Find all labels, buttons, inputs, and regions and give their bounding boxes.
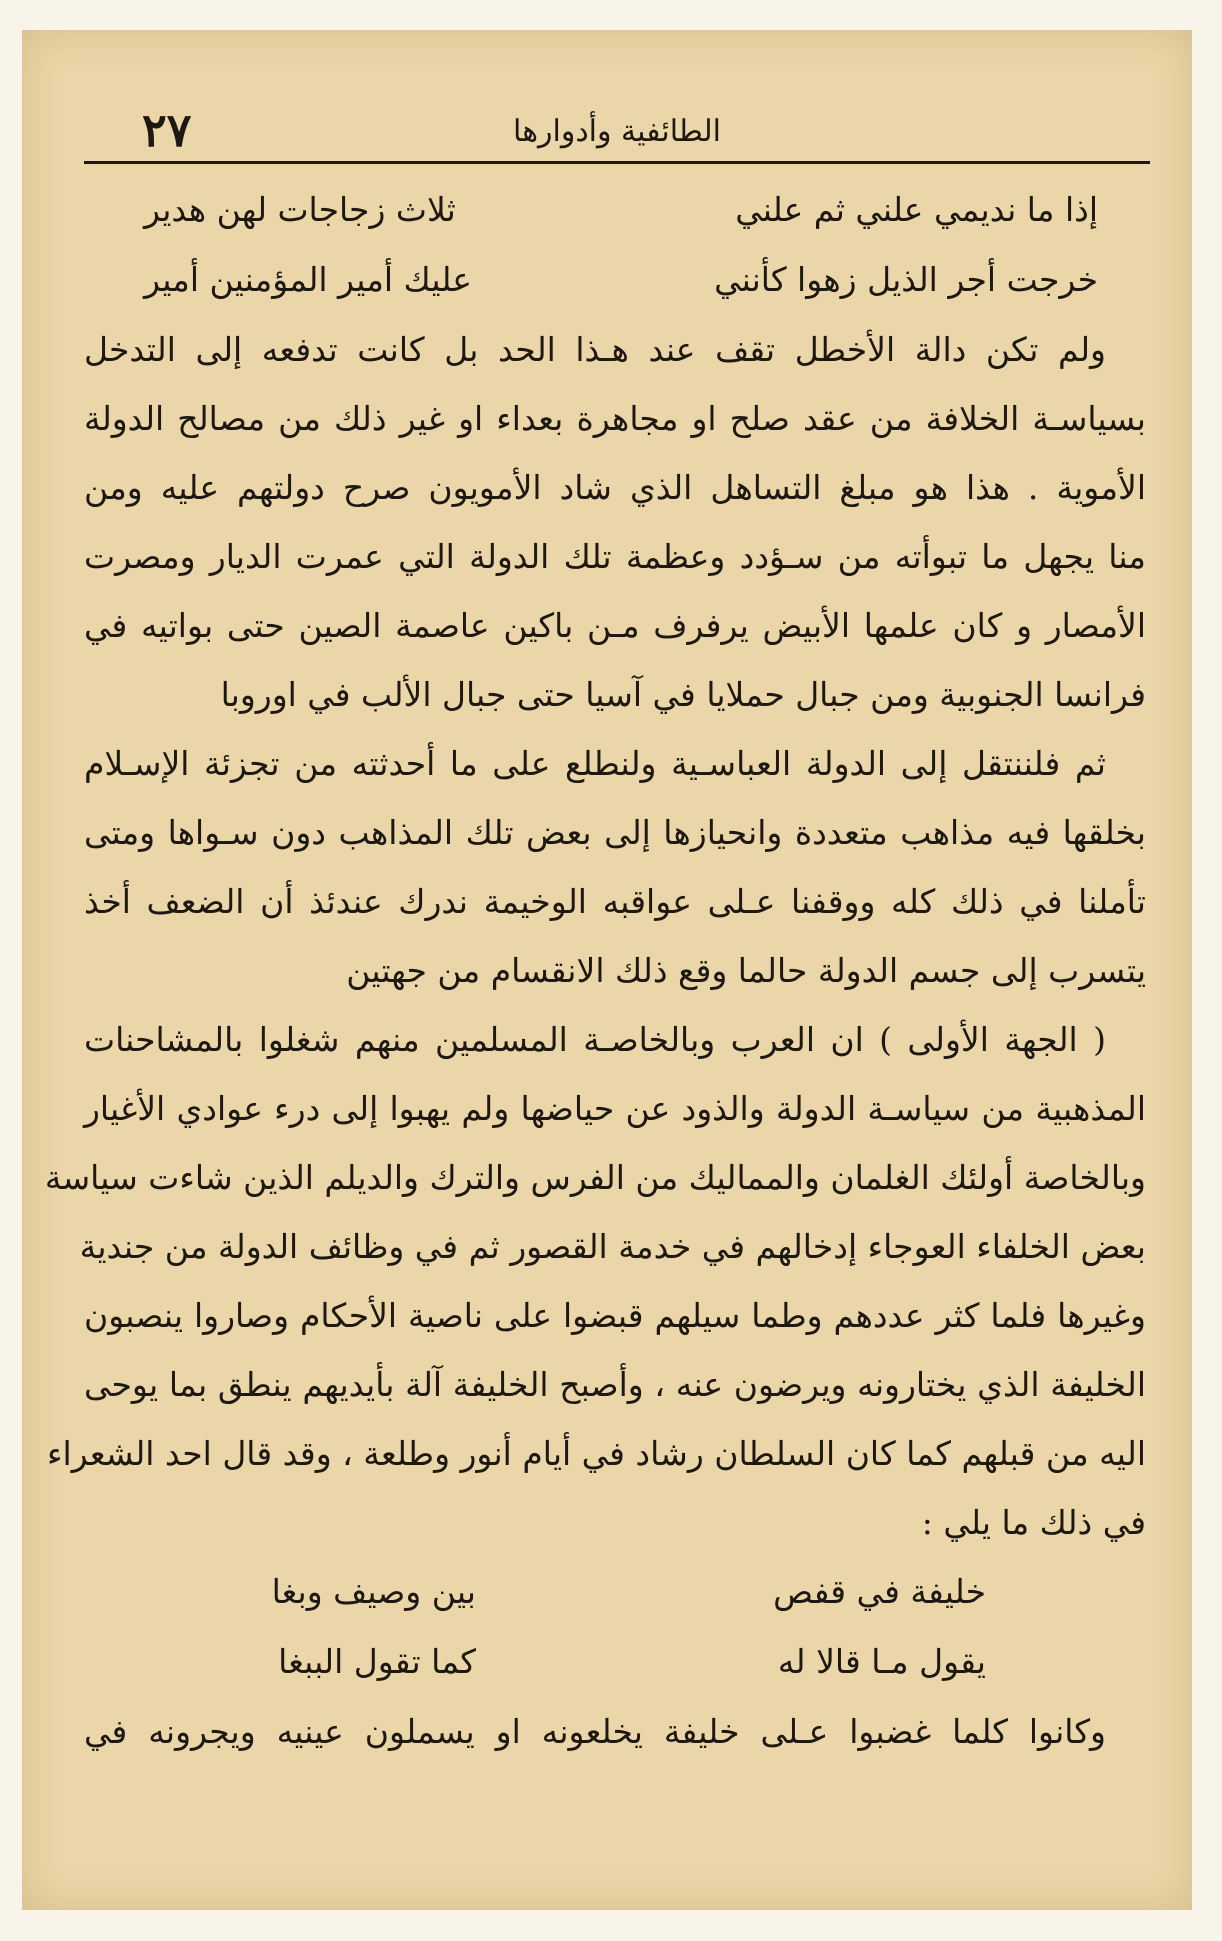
book-page — [22, 30, 1192, 1910]
page-body — [44, 175, 1146, 1766]
verse-line — [84, 175, 1146, 245]
verse-hemistich-second: بين وصيف وبغا — [271, 1572, 476, 1611]
verse-hemistich-first: خليفة في قفص — [773, 1572, 986, 1611]
verse-hemistich-first: خرجت أجر الذيل زهوا كأنني — [714, 260, 1098, 299]
text-line: الخليفة الذي يختارونه ويرضون عنه ، وأصبح الخليفة آلة بأيديهم ينطق بما يوحى — [84, 1365, 1146, 1404]
text-line: الأموية . هذا هو مبلغ التساهل الذي شاد الأمويون صرح دولتهم عليه ومن — [84, 468, 1146, 507]
text-line: الأمصار و كان علمها الأبيض يرفرف مـن باكين عاصمة الصين حتى بواتيه في — [84, 606, 1146, 645]
running-title: الطائفية وأدوارها — [513, 114, 721, 149]
text-line: بعض الخلفاء العوجاء إدخالهم في خدمة القصور ثم في وظائف الدولة من جندية — [79, 1227, 1146, 1266]
verse-hemistich-second: كما تقول الببغا — [278, 1642, 476, 1681]
text-line: ثم فلننتقل إلى الدولة العباسـية ولنطلع على ما أحدثته من تجزئة الإسـلام — [84, 744, 1106, 783]
paragraph — [84, 315, 1146, 729]
text-line: ولم تكن دالة الأخطل تقف عند هـذا الحد بل كانت تدفعه إلى التدخل — [84, 330, 1106, 369]
verse-line — [84, 245, 1146, 315]
verse-line — [84, 1627, 1146, 1697]
paragraph — [44, 1005, 1146, 1557]
page-number: ٢٧ — [142, 103, 192, 157]
text-line: اليه من قبلهم كما كان السلطان رشاد في أيام أنور وطلعة ، وقد قال احد الشعراء — [46, 1434, 1146, 1473]
verse-hemistich-second: عليك أمير المؤمنين أمير — [144, 260, 472, 299]
text-line: في ذلك ما يلي : — [921, 1503, 1146, 1542]
text-line: منا يجهل ما تبوأته من سـؤدد وعظمة تلك الدولة التي عمرت الديار ومصرت — [84, 537, 1146, 576]
text-line: تأملنا في ذلك كله ووقفنا عـلى عواقبه الوخيمة ندرك عندئذ أن الضعف أخذ — [84, 882, 1146, 921]
verse-hemistich-first: إذا ما نديمي علني ثم علني — [735, 190, 1098, 229]
text-line: بسياسـة الخلافة من عقد صلح او مجاهرة بعداء او غير ذلك من مصالح الدولة — [84, 399, 1146, 438]
verse-hemistich-first: يقول مـا قالا له — [777, 1642, 986, 1681]
text-line: يتسرب إلى جسم الدولة حالما وقع ذلك الانقسام من جهتين — [346, 951, 1146, 990]
text-line: فرانسا الجنوبية ومن جبال حملايا في آسيا حتى جبال الألب في اوروبا — [220, 675, 1146, 714]
paragraph — [84, 1697, 1146, 1766]
text-line: بخلقها فيه مذاهب متعددة وانحيازها إلى بعض تلك المذاهب دون سـواها ومتى — [84, 813, 1146, 852]
text-line: المذهبية من سياسـة الدولة والذود عن حياضها ولم يهبوا إلى درء عوادي الأغيار — [84, 1089, 1146, 1128]
text-line: وكانوا كلما غضبوا عـلى خليفة يخلعونه او يسملون عينيه ويجرونه في — [84, 1712, 1106, 1751]
verse-line — [84, 1557, 1146, 1627]
text-line: ( الجهة الأولى ) ان العرب وبالخاصـة المسلمين منهم شغلوا بالمشاحنات — [84, 1020, 1106, 1059]
verse-hemistich-second: ثلاث زجاجات لهن هدير — [144, 190, 456, 229]
page-header — [84, 78, 1150, 158]
text-line: وبالخاصة أولئك الغلمان والمماليك من الفرس والترك والديلم الذين شاءت سياسة — [44, 1158, 1146, 1197]
text-line: وغيرها فلما كثر عددهم وطما سيلهم قبضوا على ناصية الأحكام وصاروا ينصبون — [84, 1296, 1146, 1335]
paragraph — [84, 729, 1146, 1005]
header-rule — [84, 161, 1150, 164]
